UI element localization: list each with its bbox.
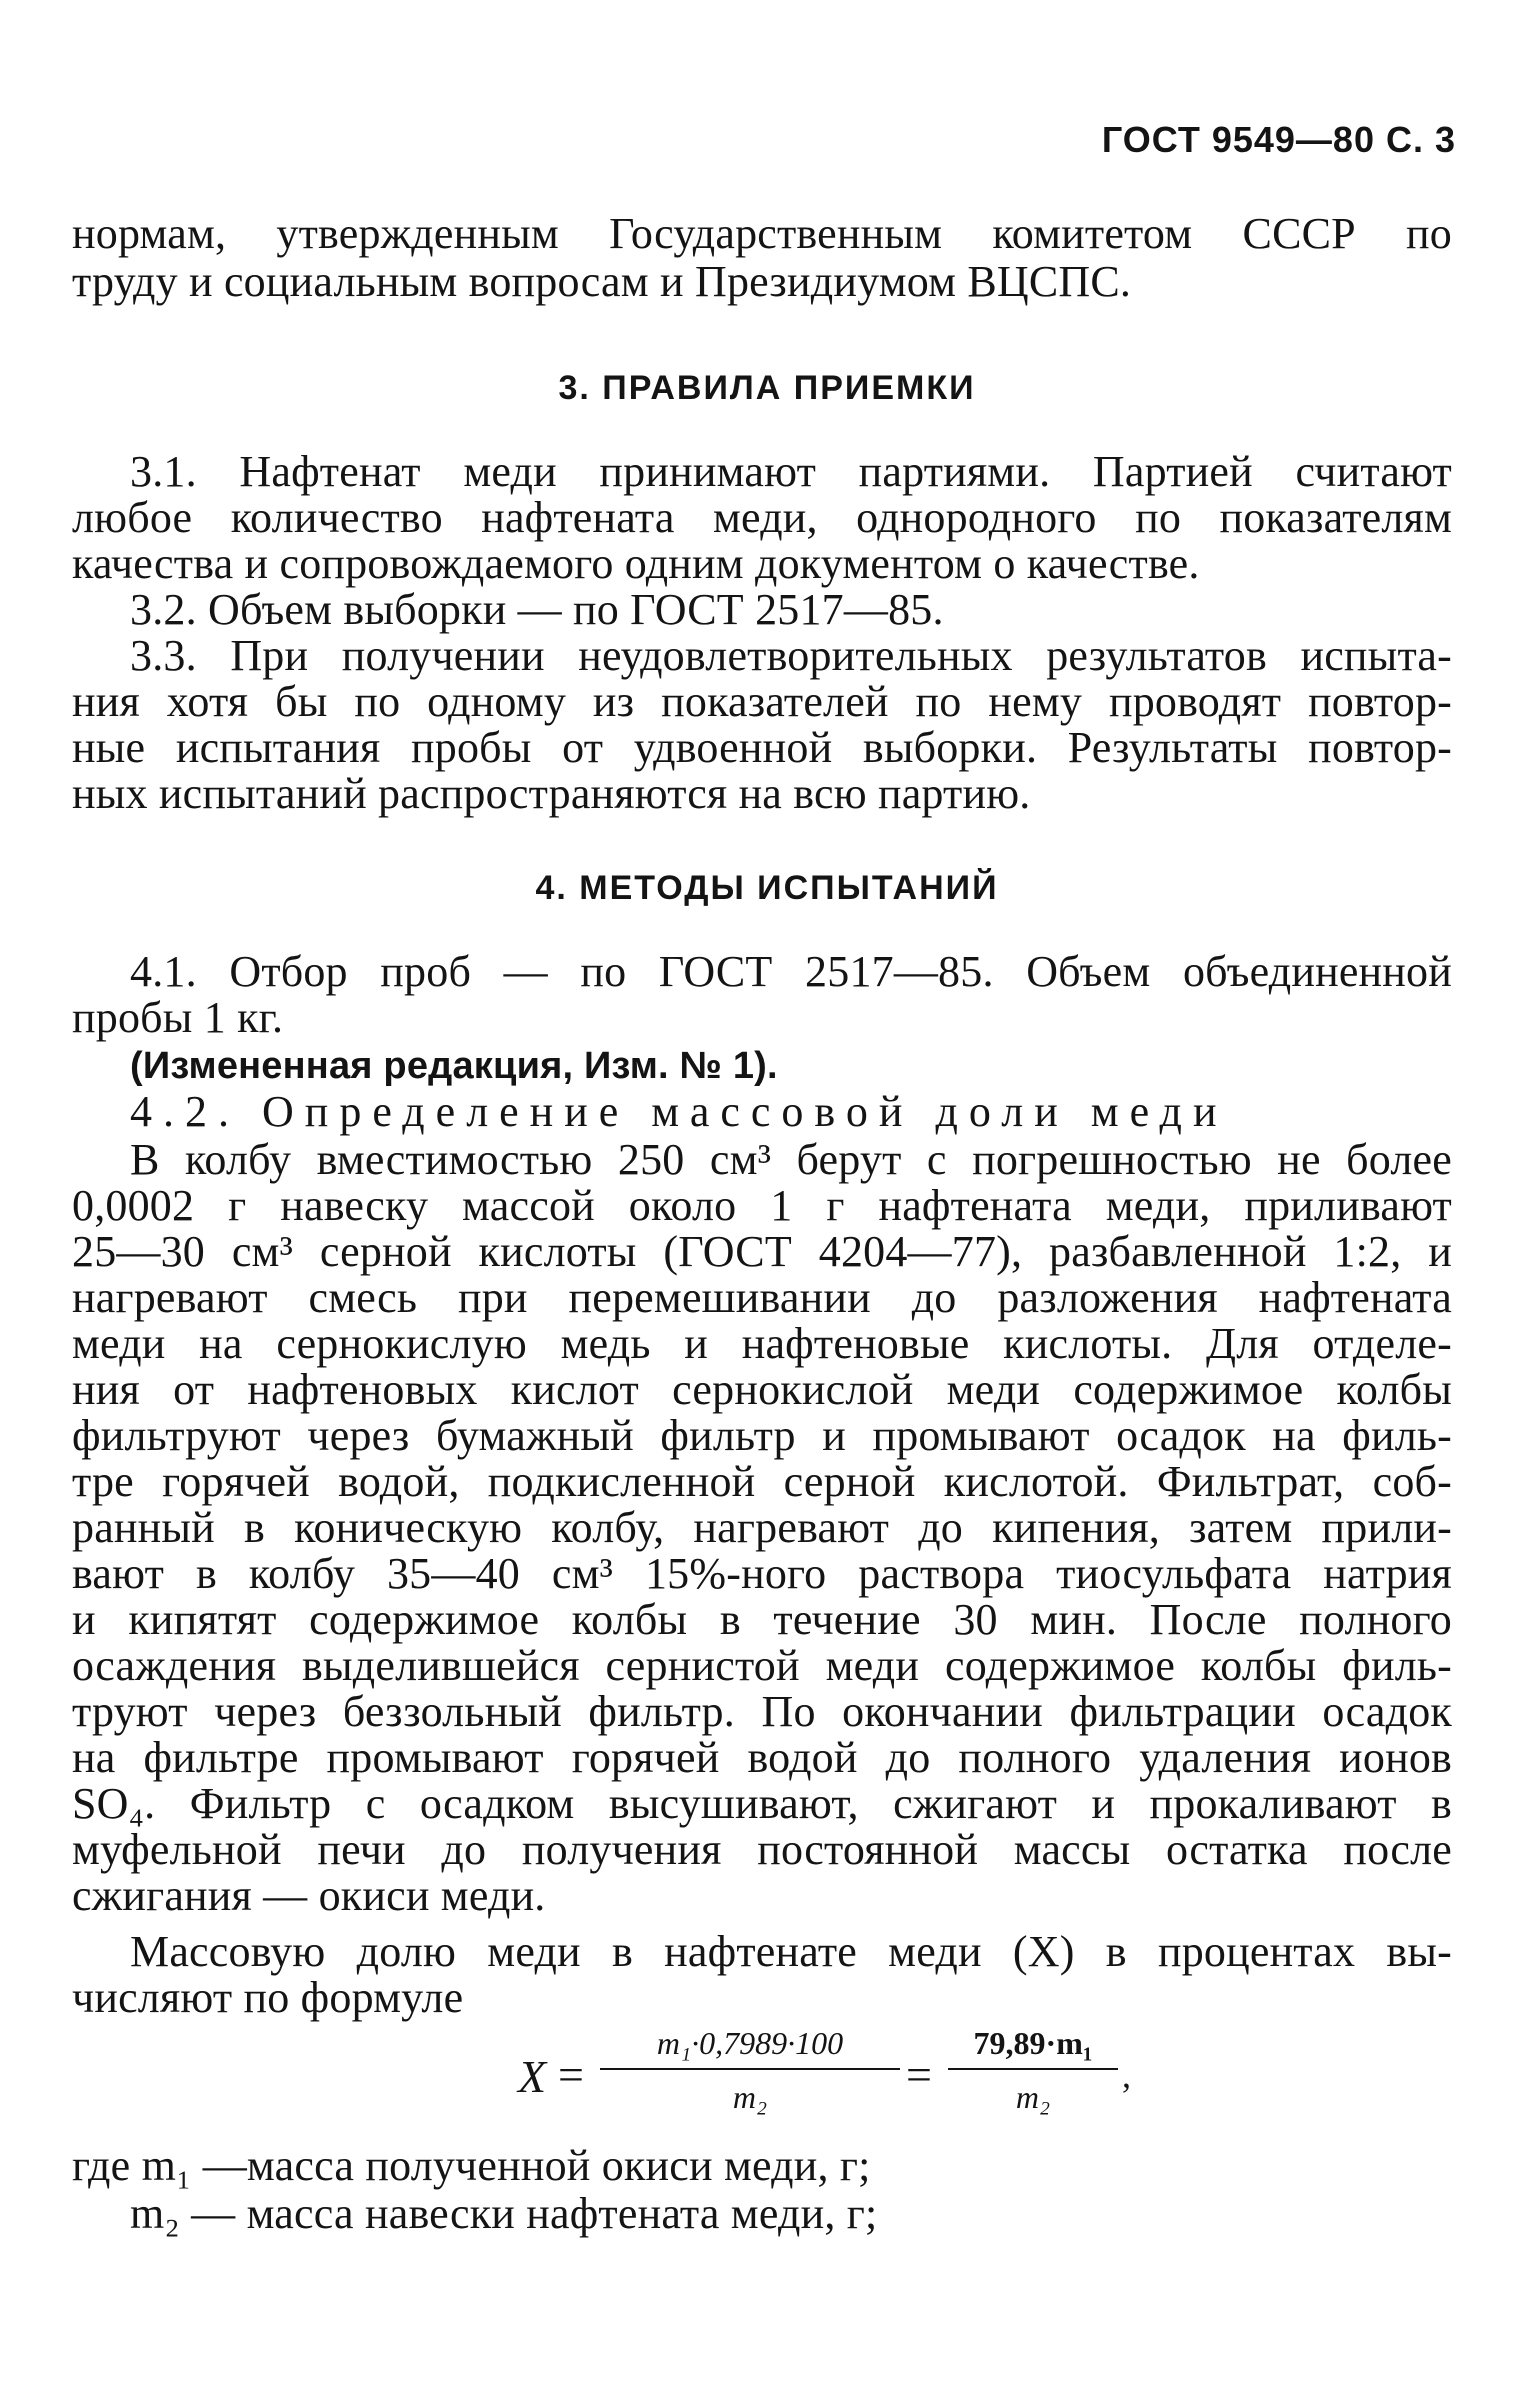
formula-equals: = — [558, 2049, 584, 2100]
text-line: m₂ — масса навески нафтената меди, г; — [130, 2189, 878, 2238]
formula-comma: , — [1122, 2055, 1131, 2095]
text-line: Массовую долю меди в нафтенате меди (X) в процентах вы- — [130, 1927, 1452, 1976]
formula-fraction-2 — [948, 2024, 1118, 2116]
fraction-bar — [600, 2068, 900, 2070]
text-line: тре горячей водой, подкисленной серной кислотой. Фильтрат, соб- — [72, 1457, 1452, 1506]
text-line: 3.2. Объем выборки — по ГОСТ 2517—85. — [130, 585, 944, 634]
text-line: 0,0002 г навеску массой около 1 г нафтената меди, приливают — [72, 1181, 1452, 1230]
formula-equals: = — [906, 2049, 932, 2100]
formula-lhs: X — [518, 2051, 547, 2102]
text-line: 25—30 см³ серной кислоты (ГОСТ 4204—77), разбавленной 1:2, и — [72, 1227, 1452, 1276]
text-line: и кипятят содержимое колбы в течение 30 мин. После полного — [72, 1595, 1452, 1644]
text-line: ранный в коническую колбу, нагревают до кипения, затем прили- — [72, 1503, 1452, 1552]
formula-fraction-1 — [600, 2024, 900, 2116]
fraction-denominator: m₂ — [1015, 2079, 1051, 2115]
text-line: ния от нафтеновых кислот сернокислой меди содержимое колбы — [72, 1365, 1452, 1414]
subsection-title: 4.2. Определение массовой доли меди — [130, 1087, 1228, 1136]
section-heading: 4. МЕТОДЫ ИСПЫТАНИЙ — [535, 869, 999, 907]
fraction-bar — [948, 2068, 1118, 2070]
text-line: 3.3. При получении неудовлетворительных результатов испыта- — [130, 631, 1452, 680]
section-heading: 3. ПРАВИЛА ПРИЕМКИ — [558, 369, 976, 407]
text-line: пробы 1 кг. — [72, 993, 284, 1042]
text-line: нагревают смесь при перемешивании до разложения нафтената — [72, 1273, 1452, 1322]
text-line: ные испытания пробы от удвоенной выборки. Результаты повтор- — [72, 723, 1452, 772]
text-line: 4.1. Отбор проб — по ГОСТ 2517—85. Объем объединенной — [130, 947, 1452, 996]
page-header: ГОСТ 9549—80 С. 3 — [1101, 119, 1456, 160]
text-line: труют через беззольный фильтр. По окончании фильтрации осадок — [72, 1687, 1452, 1736]
text-line: 3.1. Нафтенат меди принимают партиями. Партией считают — [130, 447, 1452, 496]
fraction-denominator: m₂ — [732, 2079, 768, 2115]
text-line: числяют по формуле — [72, 1973, 464, 2022]
text-line: вают в колбу 35—40 см³ 15%-ного раствора тиосульфата натрия — [72, 1549, 1452, 1598]
text-line: качества и сопровождаемого одним документом о качестве. — [72, 539, 1200, 588]
amendment-note: (Измененная редакция, Изм. № 1). — [130, 1045, 778, 1087]
text-line: любое количество нафтената меди, однородного по показателям — [72, 493, 1452, 542]
text-line: муфельной печи до получения постоянной массы остатка после — [72, 1825, 1452, 1874]
text-line: меди на сернокислую медь и нафтеновые кислоты. Для отделе- — [72, 1319, 1452, 1368]
fraction-numerator: m₁·0,7989·100 — [656, 2025, 844, 2061]
text-line: ных испытаний распространяются на всю партию. — [72, 769, 1031, 818]
text-line: труду и социальным вопросам и Президиумом ВЦСПС. — [72, 257, 1132, 306]
fraction-numerator: 79,89·m₁ — [973, 2025, 1093, 2061]
formula — [518, 2024, 1138, 2134]
text-line: ния хотя бы по одному из показателей по нему проводят повтор- — [72, 677, 1452, 726]
text-line: SO₄. Фильтр с осадком высушивают, сжигают и прокаливают в — [72, 1779, 1452, 1828]
text-line: на фильтре промывают горячей водой до полного удаления ионов — [72, 1733, 1452, 1782]
text-line: В колбу вместимостью 250 см³ берут с погрешностью не более — [130, 1135, 1452, 1184]
text-line: сжигания — окиси меди. — [72, 1871, 546, 1920]
text-line: нормам, утвержденным Государственным комитетом СССР по — [72, 209, 1452, 258]
text-line: фильтруют через бумажный фильтр и промывают осадок на филь- — [72, 1411, 1452, 1460]
text-line: где m₁ —масса полученной окиси меди, г; — [72, 2141, 871, 2190]
text-line: осаждения выделившейся сернистой меди содержимое колбы филь- — [72, 1641, 1452, 1690]
